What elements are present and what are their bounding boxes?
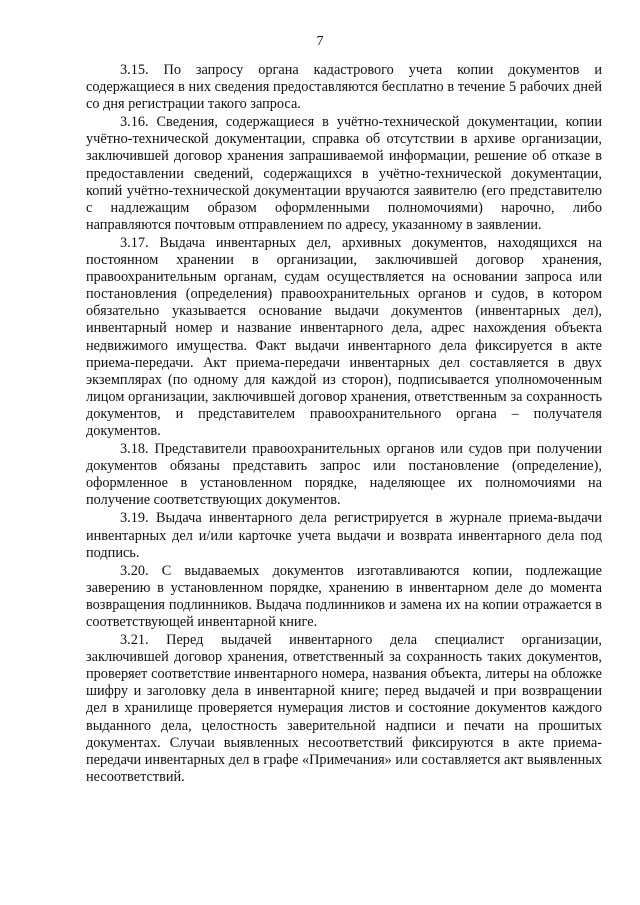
paragraph-3-16: 3.16. Сведения, содержащиеся в учётно-технической документации, копии учётно-технической документации, справка об отсутствии в архиве организации, заключившей договор хранения запрашиваемой информации, решение об отказе в предоставлении сведений, содержащихся в учётно-технической документации, копий учётно-технической документации вручаются заявителю (его представителю с надлежащим образом оформленными полномочиями) нарочно, либо направляются почтовым отправлением по адресу, указанному в заявлении.	[86, 114, 602, 233]
paragraph-3-17: 3.17. Выдача инвентарных дел, архивных документов, находящихся на постоянном хранении в организации, заключившей договор хранения, правоохранительным органам, судам осуществляется на основании запроса или постановления (определения) правоохранительных органов и судов, в котором обязательно указывается основание выдачи документов (инвентарных дел), инвентарный номер и название инвентарного дела, адрес нахождения объекта недвижимого имущества. Факт выдачи инвентарного дела фиксируется в акте приема-передачи. Акт приема-передачи инвентарных дел составляется в двух экземплярах (по одному для каждой из сторон), подписывается уполномоченным лицом организации, заключившей договор хранения, ответственным за сохранность документов, и представителем правоохранительного органа – получателя документов.	[86, 234, 602, 439]
paragraph-3-18: 3.18. Представители правоохранительных органов или судов при получении документов обязаны представить запрос или постановление (определение), оформленное в установленном порядке, наделяющее их полномочиями на получение соответствующих документов.	[86, 441, 602, 509]
document-body	[86, 62, 602, 786]
paragraph-3-19: 3.19. Выдача инвентарного дела регистрируется в журнале приема-выдачи инвентарных дел и/или карточке учета выдачи и возврата инвентарного дела под подпись.	[86, 510, 602, 561]
paragraph-3-21: 3.21. Перед выдачей инвентарного дела специалист организации, заключившей договор хранения, ответственный за сохранность таких документов, проверяет соответствие инвентарного номера, названия объекта, литеры на обложке шифру и заголовку дела в инвентарной книге; перед выдачей и при возвращении дел в хранилище проверяется нумерация листов и состояние документов каждого выданного дела, целостность заверительной надписи и печати на прошитых документах. Случаи выявленных несоответствий фиксируются в акте приема-передачи инвентарных дел в графе «Примечания» или составляется акт выявленных несоответствий.	[86, 632, 602, 785]
page-number: 7	[316, 34, 324, 49]
paragraph-3-20: 3.20. С выдаваемых документов изготавливаются копии, подлежащие заверению в установленном порядке, хранению в инвентарном деле до момента возвращения подлинников. Выдача подлинников и замена их на копии отражается в соответствующей инвентарной книге.	[86, 562, 602, 630]
paragraph-3-15: 3.15. По запросу органа кадастрового учета копии документов и содержащиеся в них сведения предоставляются бесплатно в течение 5 рабочих дней со дня регистрации такого запроса.	[86, 62, 602, 113]
